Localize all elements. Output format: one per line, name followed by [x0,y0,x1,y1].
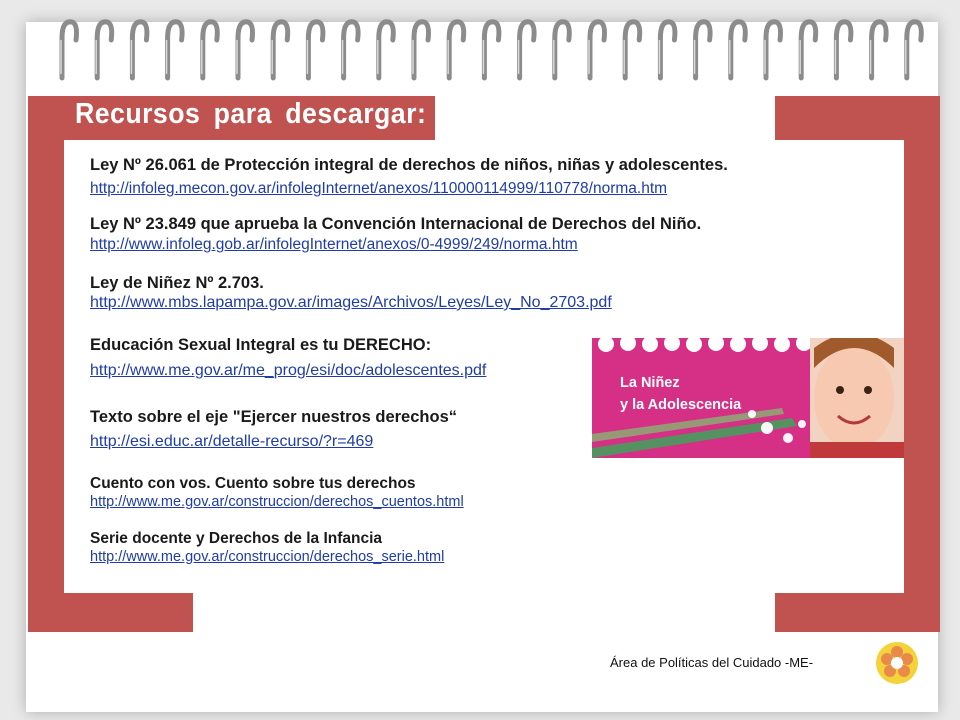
resource-link[interactable]: http://www.infoleg.gob.ar/infolegInternet/anexos/0-4999/249/norma.htm [90,236,578,253]
binding-ring [625,22,640,78]
binding-ring [766,22,781,78]
binding-ring [801,22,816,78]
binding-ring [273,22,288,78]
resource-title: Serie docente y Derechos de la Infancia [90,530,383,547]
binding-ring [449,22,464,78]
resource-title: Ley de Niñez Nº 2.703. [90,274,264,292]
binding-ring [590,22,605,78]
resource-title: Ley Nº 26.061 de Protección integral de derechos de niños, niñas y adolescentes. [90,156,728,174]
binding-ring [520,22,535,78]
footer-credit: Área de Políticas del Cuidado -ME- [610,655,814,670]
binding-ring [168,22,183,78]
resource-link[interactable]: http://www.me.gov.ar/construccion/derechos_serie.html [90,549,445,565]
resource-link[interactable]: http://esi.educ.ar/detalle-recurso/?r=469 [90,433,374,450]
binding-ring [660,22,675,78]
binding-ring [379,22,394,78]
banner-line-2: y la Adolescencia [620,397,742,413]
binding-ring [308,22,323,78]
resource-title: Educación Sexual Integral es tu DERECHO: [90,336,432,354]
resource-link[interactable]: http://www.mbs.lapampa.gov.ar/images/Archivos/Leyes/Ley_No_2703.pdf [90,294,612,311]
binding-ring [203,22,218,78]
binding-ring [484,22,499,78]
page-title: Recursos para descargar: [75,98,427,130]
binding-ring [731,22,746,78]
banner-line-1: La Niñez [620,375,680,391]
resource-link[interactable]: http://www.me.gov.ar/construccion/derechos_cuentos.html [90,494,464,510]
binding-ring [414,22,429,78]
resource-link[interactable]: http://www.me.gov.ar/me_prog/esi/doc/adolescentes.pdf [90,362,487,379]
resource-title: Cuento con vos. Cuento sobre tus derechos [90,475,416,492]
resource-link[interactable]: http://infoleg.mecon.gov.ar/infolegInternet/anexos/110000114999/110778/norma.htm [90,180,668,197]
binding-ring [872,22,887,78]
binding-ring [238,22,253,78]
binding-ring [907,22,922,78]
binding-ring [62,22,77,78]
binding-ring [344,22,359,78]
binding-ring [836,22,851,78]
binding-ring [555,22,570,78]
binding-ring [132,22,147,78]
binding-ring [97,22,112,78]
resource-title: Texto sobre el eje "Ejercer nuestros derechos“ [90,408,457,426]
flower-logo-icon [874,640,920,686]
resource-title: Ley Nº 23.849 que aprueba la Convención Internacional de Derechos del Niño. [90,215,702,233]
binding-ring [696,22,711,78]
spiral-binding [0,0,960,90]
